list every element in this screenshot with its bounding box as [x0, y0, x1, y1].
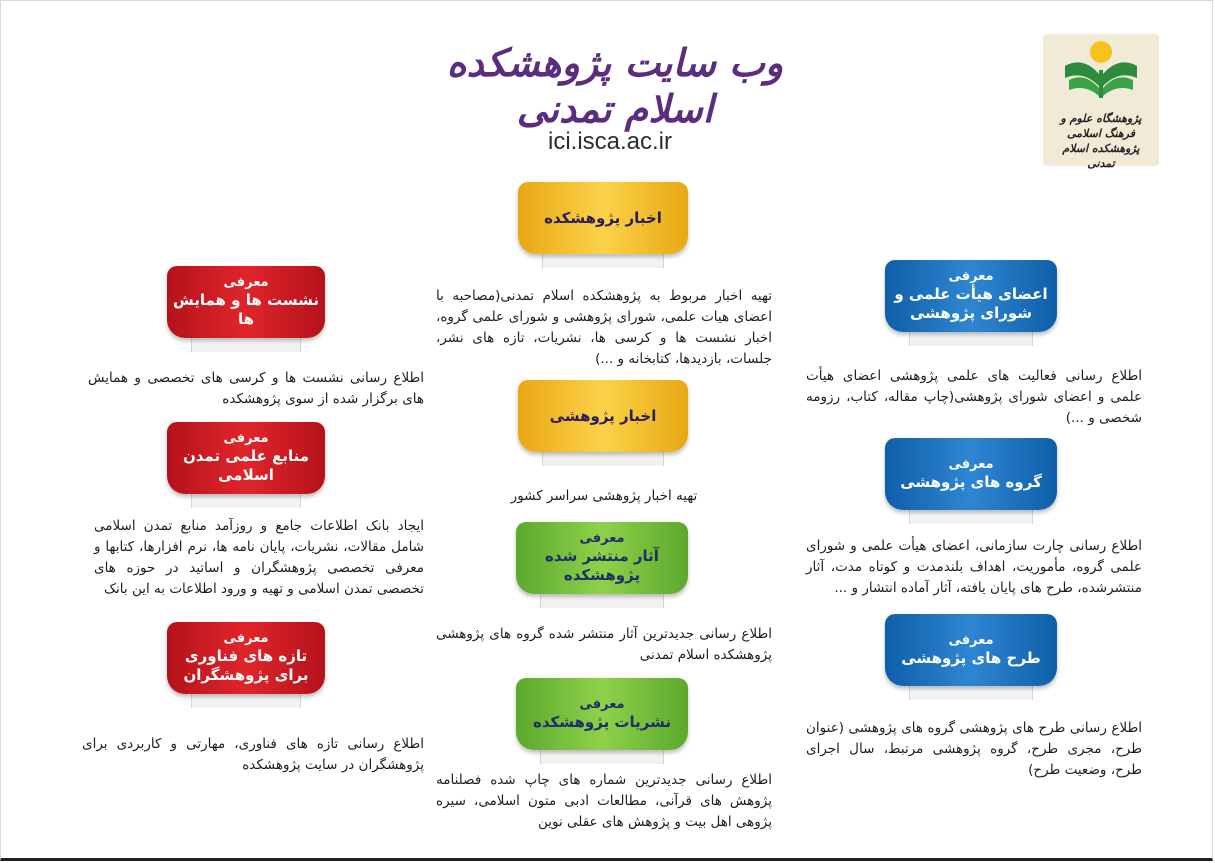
- research-projects-description: اطلاع رسانی طرح های پژوهشی گروه های پژوهشی (عنوان طرح، مجری طرح، گروه پژوهشی مرتبط، سال اجرای طرح، وضعیت طرح): [806, 720, 1142, 778]
- ribbon-title: اعضای هیأت علمی و شورای پژوهشی: [894, 285, 1048, 323]
- published-works-description: اطلاع رسانی جدیدترین آثار منتشر شده گروه های پژوهشی پژوهشکده اسلام تمدنی: [436, 626, 772, 663]
- ribbon-technology-news[interactable]: [167, 622, 325, 706]
- ribbon-journals[interactable]: [516, 678, 688, 762]
- ribbon-title: تازه های فناوری برای پژوهشگران: [183, 647, 309, 685]
- ribbon-subtitle: معرفی: [948, 456, 994, 472]
- ribbon-research-news[interactable]: [518, 380, 688, 464]
- page-title: وب سایت پژوهشکده اسلام تمدنی: [446, 40, 784, 131]
- site-url[interactable]: ici.isca.ac.ir: [547, 128, 673, 155]
- ribbon-research-projects[interactable]: [885, 614, 1057, 698]
- ribbon-subtitle: معرفی: [223, 275, 269, 291]
- ribbon-subtitle: معرفی: [223, 431, 269, 447]
- ribbon-subtitle: معرفی: [223, 631, 269, 647]
- ribbon-subtitle: معرفی: [948, 632, 994, 648]
- ribbon-title: گروه های پژوهشی: [900, 472, 1042, 491]
- ribbon-title: اخبار پژوهشی: [549, 406, 657, 425]
- logo-text: پژوهشگاه علوم و فرهنگ اسلامی پژوهشکده اسلام تمدنی: [1060, 112, 1142, 170]
- institute-logo: [1043, 34, 1159, 170]
- ribbon-seminars[interactable]: [167, 266, 325, 350]
- ribbon-title: نشریات پژوهشکده: [533, 712, 671, 731]
- book-sun-logo-icon: [1043, 34, 1159, 114]
- ribbon-subtitle: معرفی: [579, 696, 625, 712]
- seminars-description: اطلاع رسانی نشست ها و کرسی های تخصصی و همایش های برگزار شده از سوی پژوهشکده: [88, 370, 424, 407]
- ribbon-title: نشست ها و همایش ها: [173, 291, 319, 329]
- faculty-description: اطلاع رسانی فعالیت های علمی پژوهشی اعضای هیأت علمی و اعضای شورای پژوهشی(چاپ مقاله، کتاب، رزومه شخصی و ...): [806, 368, 1142, 426]
- ribbon-title: طرح های پژوهشی: [901, 648, 1041, 667]
- sources-description: ایجاد بانک اطلاعات جامع و روزآمد منابع تمدن اسلامی شامل مقالات، نشریات، پایان نامه ها، نرم افزارها، کتابها و معرفی تخصصی پژوهشگران و اساتید در حوزه های تخصصی تمدن اسلامی و تهیه و ورود اطلاعات به این بانک: [94, 518, 424, 597]
- ribbon-title: آثار منتشر شده پژوهشکده: [545, 547, 659, 585]
- technology-description: اطلاع رسانی تازه های فناوری، مهارتی و کاربردی برای پژوهشگران در سایت پژوهشکده: [82, 736, 424, 773]
- ribbon-research-groups[interactable]: [885, 438, 1057, 522]
- research-groups-description: اطلاع رسانی چارت سازمانی، اعضای هیأت علمی و شورای علمی گروه، مأموریت، اهداف بلندمدت و کوتاه مدت، آثار منتشرشده، طرح های پایان یافته، آثار آماده انتشار و ...: [806, 538, 1142, 596]
- ribbon-subtitle: معرفی: [579, 531, 625, 547]
- ribbon-scientific-sources[interactable]: [167, 422, 325, 506]
- ribbon-title: اخبار پژوهشکده: [544, 208, 662, 227]
- ribbon-published-works[interactable]: [516, 522, 688, 606]
- ribbon-subtitle: معرفی: [948, 269, 994, 285]
- journals-description: اطلاع رسانی جدیدترین شماره های چاپ شده فصلنامه پژوهش های قرآنی، مطالعات ادبی متون اسلامی، سیره پژوهی اهل بیت و پژوهش های عقلی نوین: [436, 772, 772, 830]
- ribbon-faculty-members[interactable]: [885, 260, 1057, 344]
- institute-news-description: تهیه اخبار مربوط به پژوهشکده اسلام تمدنی(مصاحبه با اعضای هیات علمی، شورای پژوهشی و شورای علمی گروه، اخبار نشست ها و کرسی ها، نشریات، تازه های نشر، جلسات، بازدیدها، کتابخانه و ...): [436, 288, 772, 367]
- research-news-description: تهیه اخبار پژوهشی سراسر کشور: [510, 488, 698, 504]
- ribbon-institute-news[interactable]: [518, 182, 688, 266]
- ribbon-title: منابع علمی تمدن اسلامی: [182, 447, 310, 485]
